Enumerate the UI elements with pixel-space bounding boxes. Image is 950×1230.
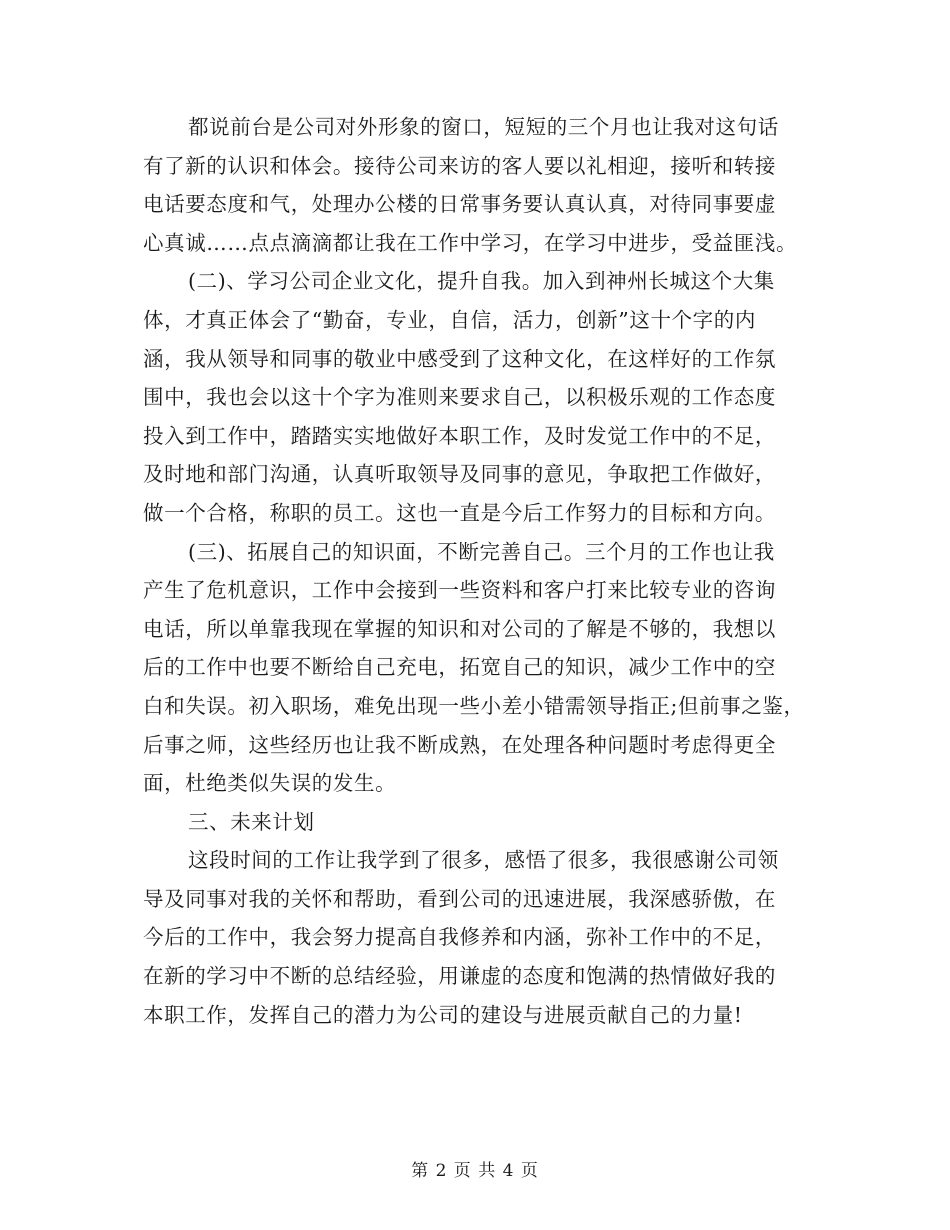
page-footer: 第 2 页 共 4 页 bbox=[411, 1161, 539, 1181]
text-line: 电话，所以单靠我现在掌握的知识和对公司的了解是不够的，我想以 bbox=[143, 616, 776, 641]
text-line: 做一个合格，称职的员工。这也一直是今后工作努力的目标和方向。 bbox=[143, 500, 776, 525]
text-line: 本职工作，发挥自己的潜力为公司的建设与进展贡献自己的力量! bbox=[143, 1002, 743, 1027]
text-line: 后的工作中也要不断给自己充电，拓宽自己的知识，减少工作中的空 bbox=[143, 655, 776, 680]
text-line: 围中，我也会以这十个字为准则来要求自己，以积极乐观的工作态度 bbox=[143, 385, 776, 410]
text-line: 在新的学习中不断的总结经验，用谦虚的态度和饱满的热情做好我的 bbox=[143, 964, 776, 989]
text-line: 心真诚……点点滴滴都让我在工作中学习，在学习中进步，受益匪浅。 bbox=[143, 230, 798, 255]
text-line: 及时地和部门沟通，认真听取领导及同事的意见，争取把工作做好， bbox=[143, 462, 776, 487]
text-line: 后事之师，这些经历也让我不断成熟，在处理各种问题时考虑得更全 bbox=[143, 732, 776, 757]
text-line: 今后的工作中，我会努力提高自我修养和内涵，弥补工作中的不足， bbox=[143, 925, 776, 950]
text-line: 白和失误。初入职场，难免出现一些小差小错需领导指正;但前事之鉴， bbox=[143, 693, 805, 718]
text-line: 投入到工作中，踏踏实实地做好本职工作，及时发觉工作中的不足， bbox=[143, 423, 776, 448]
text-line: 涵，我从领导和同事的敬业中感受到了这种文化，在这样好的工作氛 bbox=[143, 346, 776, 371]
text-line: 有了新的认识和体会。接待公司来访的客人要以礼相迎，接听和转接 bbox=[143, 153, 776, 178]
text-line: 导及同事对我的关怀和帮助，看到公司的迅速进展，我深感骄傲，在 bbox=[143, 886, 776, 911]
text-line: 产生了危机意识，工作中会接到一些资料和客户打来比较专业的咨询 bbox=[143, 578, 776, 603]
text-line: 面，杜绝类似失误的发生。 bbox=[143, 771, 397, 796]
text-line: 三、未来计划 bbox=[188, 809, 315, 834]
document-body bbox=[143, 108, 819, 1034]
text-line: 电话要态度和气，处理办公楼的日常事务要认真认真，对待同事要虚 bbox=[143, 192, 776, 217]
text-line: 都说前台是公司对外形象的窗口，短短的三个月也让我对这句话 bbox=[188, 115, 779, 139]
text-line: 体，才真正体会了“勤奋，专业，自信，活力，创新”这十个字的内 bbox=[143, 307, 756, 332]
text-line: (二)、学习公司企业文化，提升自我。加入到神州长城这个大集 bbox=[188, 269, 775, 294]
text-line: 这段时间的工作让我学到了很多，感悟了很多，我很感谢公司领 bbox=[188, 848, 779, 873]
text-line: (三)、拓展自己的知识面，不断完善自己。三个月的工作也让我 bbox=[188, 539, 775, 564]
